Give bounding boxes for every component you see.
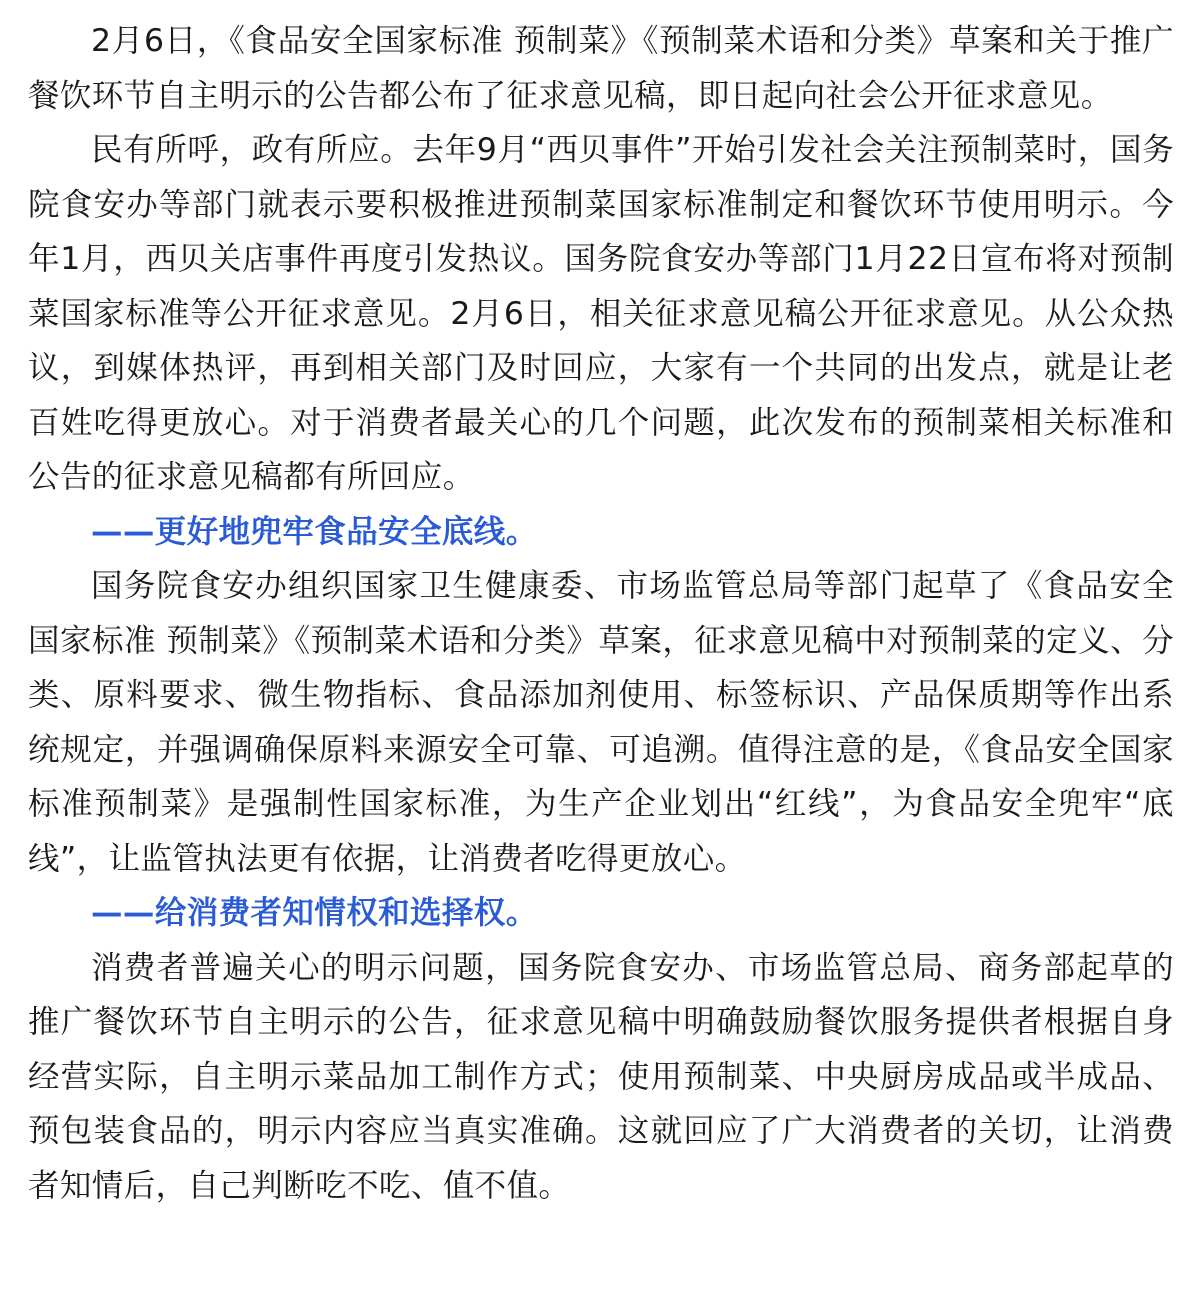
intro-paragraph: 2月6日，《食品安全国家标准 预制菜》《预制菜术语和分类》草案和关于推广餐饮环节自主明示的公告都公布了征求意见稿，即日起向社会公开征求意见。	[28, 23, 1174, 114]
food-safety-paragraph: 国务院食安办组织国家卫生健康委、市场监管总局等部门起草了《食品安全国家标准 预制菜》《预制菜术语和分类》草案，征求意见稿中对预制菜的定义、分类、原料要求、微生物指标、食品添加剂使用、标签标识、产品保质期等作出系统规定，并强调确保原料来源安全可靠、可追溯。值得注意的是，《食品安全国家标准预制菜》是强制性国家标准，为生产企业划出“红线”，为食品安全兜牢“底线”，让监管执法更有依据，让消费者吃得更放心。	[28, 568, 1174, 877]
background-paragraph: 民有所呼，政有所应。去年9月“西贝事件”开始引发社会关注预制菜时，国务院食安办等部门就表示要积极推进预制菜国家标准制定和餐饮环节使用明示。今年1月，西贝关店事件再度引发热议。国务院食安办等部门1月22日宣布将对预制菜国家标准等公开征求意见。2月6日，相关征求意见稿公开征求意见。从公众热议，到媒体热评，再到相关部门及时回应，大家有一个共同的出发点，就是让老百姓吃得更放心。对于消费者最关心的几个问题，此次发布的预制菜相关标准和公告的征求意见稿都有所回应。	[28, 132, 1174, 495]
section-heading-consumer-rights: ——给消费者知情权和选择权。	[91, 895, 538, 931]
consumer-rights-paragraph: 消费者普遍关心的明示问题，国务院食安办、市场监管总局、商务部起草的推广餐饮环节自主明示的公告，征求意见稿中明确鼓励餐饮服务提供者根据自身经营实际，自主明示菜品加工制作方式；使用预制菜、中央厨房成品或半成品、预包装食品的，明示内容应当真实准确。这就回应了广大消费者的关切，让消费者知情后，自己判断吃不吃、值不值。	[28, 949, 1174, 1204]
section-heading-food-safety: ——更好地兜牢食品安全底线。	[91, 513, 538, 550]
